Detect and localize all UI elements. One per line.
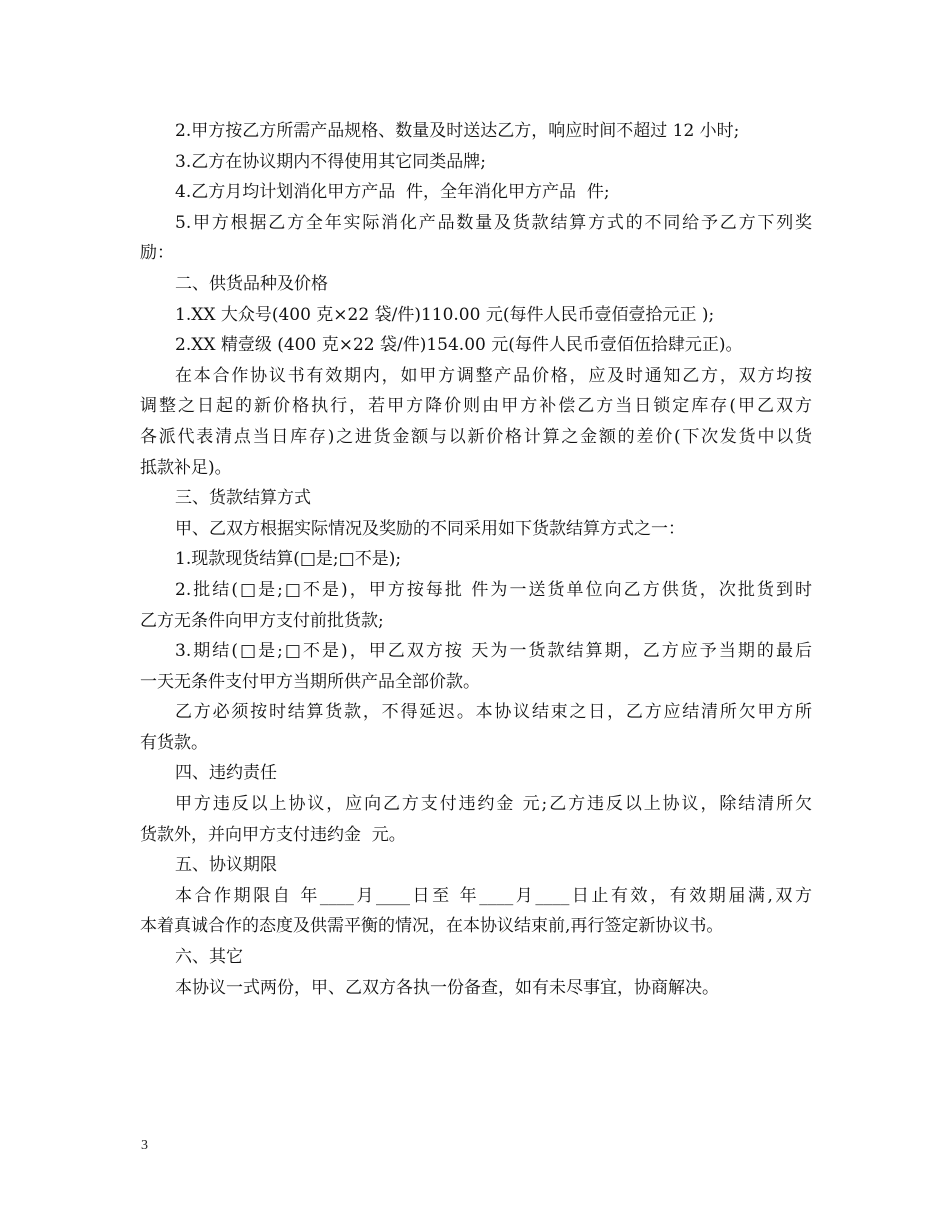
paragraph-line: 4.乙方月均计划消化甲方产品 件，全年消化甲方产品 件;: [175, 182, 610, 203]
paragraph-line: 3.期结(□是;□不是)，甲乙双方按 天为一货款结算期，乙方应予当期的最后: [175, 641, 812, 662]
paragraph-line: 本合作期限自 年____月____日至 年____月____日止有效，有效期届满,双方: [175, 885, 812, 906]
section-heading: 五、协议期限: [175, 855, 277, 876]
paragraph-line: 本协议一式两份，甲、乙双方各执一份备查，如有未尽事宜，协商解决。: [175, 977, 719, 998]
paragraph-line: 有货款。: [140, 732, 208, 753]
section-heading: 二、供货品种及价格: [175, 273, 328, 294]
paragraph-line: 5.甲方根据乙方全年实际消化产品数量及货款结算方式的不同给予乙方下列奖: [175, 212, 812, 233]
page-number: 3: [141, 1138, 148, 1153]
paragraph-line: 励：: [140, 243, 174, 264]
section-heading: 三、货款结算方式: [175, 488, 311, 509]
paragraph-line: 2.XX 精壹级 (400 克×22 袋/件)154.00 元(每件人民币壹佰伍拾肆元正)。: [175, 335, 743, 356]
paragraph-line: 3.乙方在协议期内不得使用其它同类品牌;: [175, 151, 486, 172]
paragraph-line: 2.甲方按乙方所需产品规格、数量及时送达乙方，响应时间不超过 12 小时;: [175, 121, 740, 141]
paragraph-line: 在本合作协议书有效期内，如甲方调整产品价格，应及时通知乙方，双方均按: [175, 365, 812, 386]
paragraph-line: 调整之日起的新价格执行，若甲方降价则由甲方补偿乙方当日锁定库存(甲乙双方: [140, 396, 812, 417]
paragraph-line: 抵款补足)。: [140, 457, 232, 478]
paragraph-line: 一天无条件支付甲方当期所供产品全部价款。: [140, 671, 480, 692]
paragraph-line: 1.现款现货结算(□是;□不是);: [175, 549, 402, 570]
paragraph-line: 2.批结(□是;□不是)，甲方按每批 件为一送货单位向乙方供货，次批货到时: [175, 579, 812, 600]
paragraph-line: 乙方无条件向甲方支付前批货款;: [140, 610, 384, 631]
section-heading: 六、其它: [175, 947, 243, 968]
paragraph-line: 甲、乙双方根据实际情况及奖励的不同采用如下货款结算方式之一：: [175, 518, 685, 539]
paragraph-line: 货款外，并向甲方支付违约金 元。: [140, 824, 406, 845]
paragraph-line: 各派代表清点当日库存)之进货金额与以新价格计算之金额的差价(下次发货中以货: [140, 426, 812, 447]
paragraph-line: 乙方必须按时结算货款，不得延迟。本协议结束之日，乙方应结清所欠甲方所: [175, 702, 812, 723]
paragraph-line: 本着真诚合作的态度及供需平衡的情况，在本协议结束前,再行签定新协议书。: [140, 916, 724, 937]
paragraph-line: 甲方违反以上协议，应向乙方支付违约金 元;乙方违反以上协议，除结清所欠: [175, 794, 812, 815]
document-body: [140, 116, 812, 1003]
paragraph-line: 1.XX 大众号(400 克×22 袋/件)110.00 元(每件人民币壹佰壹拾元正 );: [175, 304, 715, 325]
section-heading: 四、违约责任: [175, 763, 277, 784]
